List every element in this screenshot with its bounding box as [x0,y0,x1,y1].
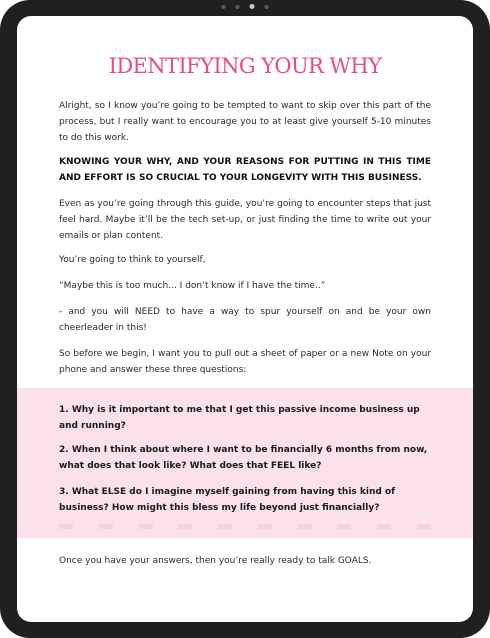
sensor-dot [236,5,240,9]
question-item: 2. When I think about where I want to be financially 6 months from now, what does that look like? What does that FEEL like? [59,445,428,471]
page-title: IDENTIFYING YOUR WHY [108,54,382,78]
quote-paragraph: “Maybe this is too much... I don’t know if I have the time..” [59,281,326,291]
emphasis-paragraph: KNOWING YOUR WHY, AND YOUR REASONS FOR PUTTING IN THIS TIME AND EFFORT IS SO CRUCIAL TO YOUR LONGEVITY WITH THIS BUSINESS. [59,157,431,183]
cheer-paragraph: - and you will NEED to have a way to spur yourself on and be your own cheerleader in this! [59,307,431,333]
document-page [17,16,473,622]
question-item: 3. What ELSE do I imagine myself gaining from having this kind of business? How might this bless my life beyond just financially? [59,487,396,513]
sensor-dot [265,5,269,9]
think-paragraph: You’re going to think to yourself, [59,255,206,265]
camera-icon [250,4,255,9]
question-item: 1. Why is it important to me that I get this passive income business up and running? [59,405,420,431]
camera-bar [222,4,269,9]
closing-paragraph: Once you have your answers, then you’re really ready to talk GOALS. [59,556,372,566]
sensor-dot [222,5,226,9]
faded-decoration [59,524,431,530]
intro-paragraph: Alright, so I know you’re going to be tempted to want to skip over this part of the process, but I really want to encourage you to at least give yourself 5-10 minutes to do this work. [59,101,431,143]
begin-paragraph: So before we begin, I want you to pull out a sheet of paper or a new Note on your phone and answer these three questions: [59,349,431,375]
encounter-paragraph: Even as you’re going through this guide, you’re going to encounter steps that just feel hard. Maybe it’ll be the tech set-up, or just finding the time to write out your emails or plan content. [59,199,431,241]
